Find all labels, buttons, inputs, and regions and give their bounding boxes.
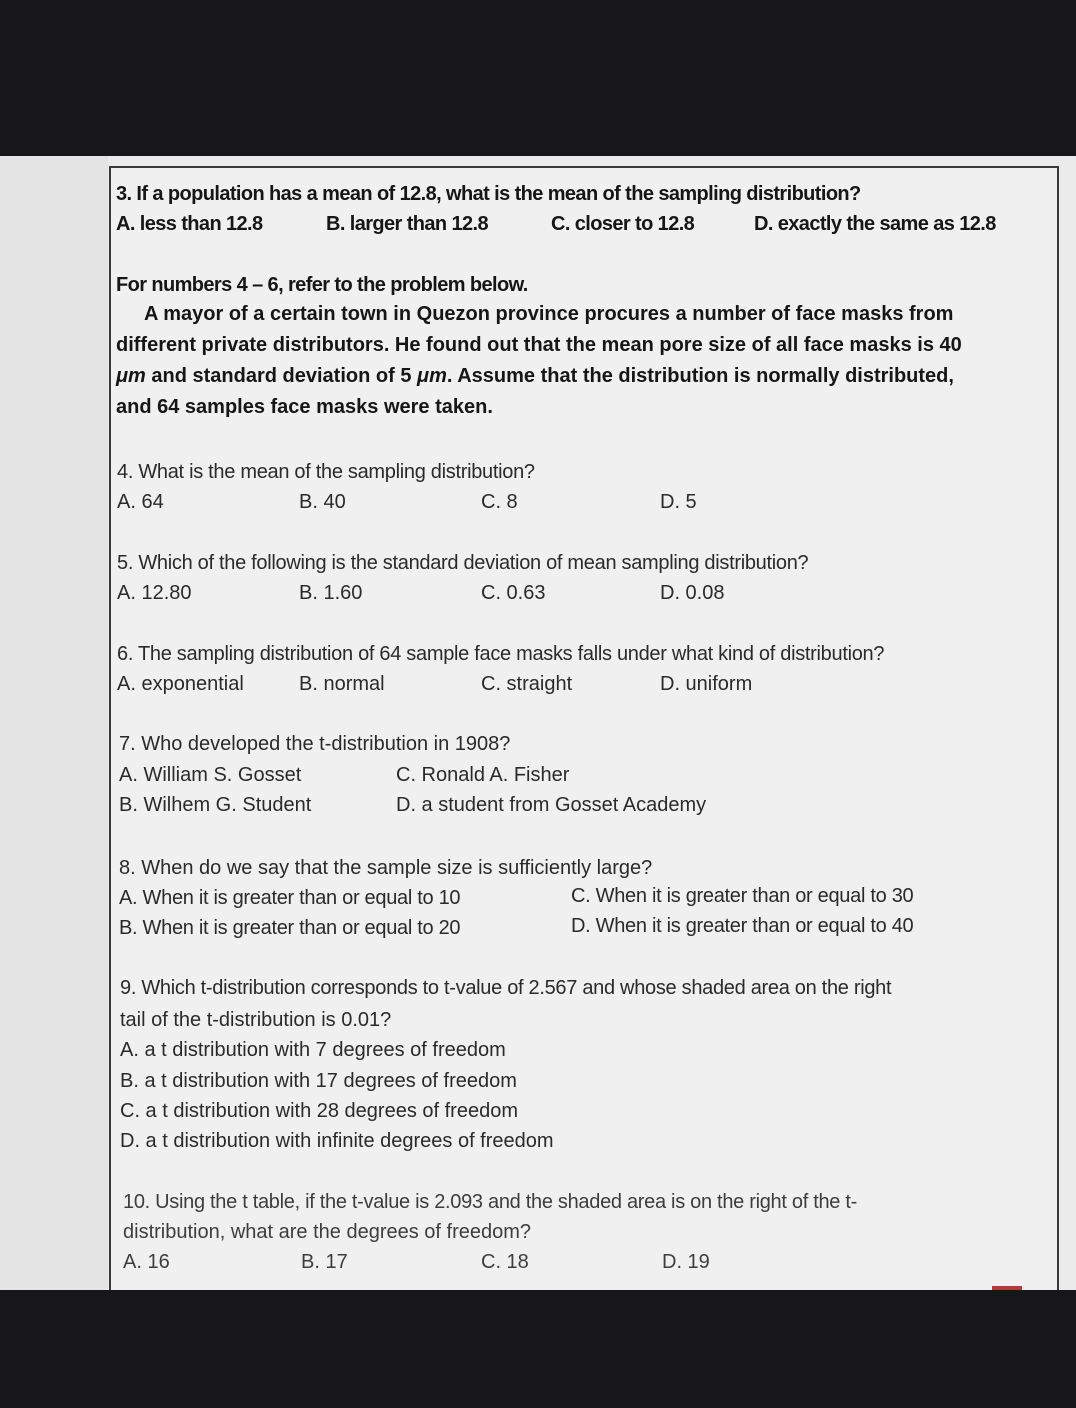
problem-heading: For numbers 4 – 6, refer to the problem below. (116, 274, 528, 296)
q5-choice-c: C. 0.63 (481, 582, 546, 604)
q8-question: 8. When do we say that the sample size is sufficiently large? (119, 857, 653, 879)
q5-choice-b: B. 1.60 (299, 582, 363, 604)
q9-choice-d: D. a t distribution with infinite degrees of freedom (120, 1130, 554, 1152)
q10-choice-d: D. 19 (662, 1251, 710, 1273)
q10-question-line-1: 10. Using the t table, if the t-value is 2.093 and the shaded area is on the right of the t- (123, 1191, 857, 1213)
q8-choice-c: C. When it is greater than or equal to 30 (571, 885, 914, 907)
unit-um: μm (116, 365, 146, 387)
q9-choice-b: B. a t distribution with 17 degrees of freedom (120, 1070, 517, 1092)
q8-choice-a: A. When it is greater than or equal to 10 (119, 887, 461, 909)
q5-choice-d: D. 0.08 (660, 582, 725, 604)
problem-paragraph (116, 299, 1046, 423)
q3-choice-c: C. closer to 12.8 (551, 213, 695, 235)
problem-line-4: and 64 samples face masks were taken. (116, 396, 493, 418)
q10-question-line-2: distribution, what are the degrees of freedom? (123, 1221, 532, 1243)
worksheet-sheet (109, 166, 1059, 1290)
q7-choice-c: C. Ronald A. Fisher (396, 764, 570, 786)
q9-question-line-2: tail of the t-distribution is 0.01? (120, 1009, 392, 1031)
q4-choice-c: C. 8 (481, 491, 518, 513)
q9-choice-c: C. a t distribution with 28 degrees of freedom (120, 1100, 518, 1122)
q8-choice-b: B. When it is greater than or equal to 20 (119, 917, 461, 939)
problem-line-1: A mayor of a certain town in Quezon province procures a number of face masks from (144, 303, 954, 325)
red-mark (992, 1286, 1022, 1290)
q10-choice-a: A. 16 (123, 1251, 170, 1273)
q7-choice-a: A. William S. Gosset (119, 764, 302, 786)
q3-choice-d: D. exactly the same as 12.8 (754, 213, 996, 235)
q6-choice-a: A. exponential (117, 673, 244, 695)
unit-um-2: μm (417, 365, 447, 387)
paper-margin (0, 156, 108, 1290)
q3-choice-a: A. less than 12.8 (116, 213, 263, 235)
q4-choice-b: B. 40 (299, 491, 346, 513)
q8-choice-d: D. When it is greater than or equal to 40 (571, 915, 914, 937)
q7-question: 7. Who developed the t-distribution in 1908? (119, 733, 511, 755)
photo-of-worksheet (0, 156, 1076, 1290)
q3-choice-b: B. larger than 12.8 (326, 213, 488, 235)
q5-choice-a: A. 12.80 (117, 582, 192, 604)
problem-line-3-a: and standard deviation of 5 (151, 365, 412, 387)
q3-question: 3. If a population has a mean of 12.8, what is the mean of the sampling distribution? (116, 183, 861, 205)
q10-choice-b: B. 17 (301, 1251, 348, 1273)
q9-choice-a: A. a t distribution with 7 degrees of freedom (120, 1039, 506, 1061)
problem-line-3 (116, 361, 1046, 392)
q6-question: 6. The sampling distribution of 64 sample face masks falls under what kind of distribution? (117, 643, 885, 665)
q10-choice-c: C. 18 (481, 1251, 529, 1273)
q6-choice-c: C. straight (481, 673, 573, 695)
q4-choice-d: D. 5 (660, 491, 697, 513)
q7-choice-b: B. Wilhem G. Student (119, 794, 312, 816)
q6-choice-d: D. uniform (660, 673, 753, 695)
q9-question-line-1: 9. Which t-distribution corresponds to t-value of 2.567 and whose shaded area on the right (120, 977, 892, 999)
q4-choice-a: A. 64 (117, 491, 164, 513)
q5-question: 5. Which of the following is the standard deviation of mean sampling distribution? (117, 552, 809, 574)
q4-question: 4. What is the mean of the sampling distribution? (117, 461, 535, 483)
q6-choice-b: B. normal (299, 673, 385, 695)
problem-line-3-b: . Assume that the distribution is normally distributed, (446, 365, 954, 387)
q7-choice-d: D. a student from Gosset Academy (396, 794, 707, 816)
problem-line-2: different private distributors. He found out that the mean pore size of all face masks is 40 (116, 334, 962, 356)
